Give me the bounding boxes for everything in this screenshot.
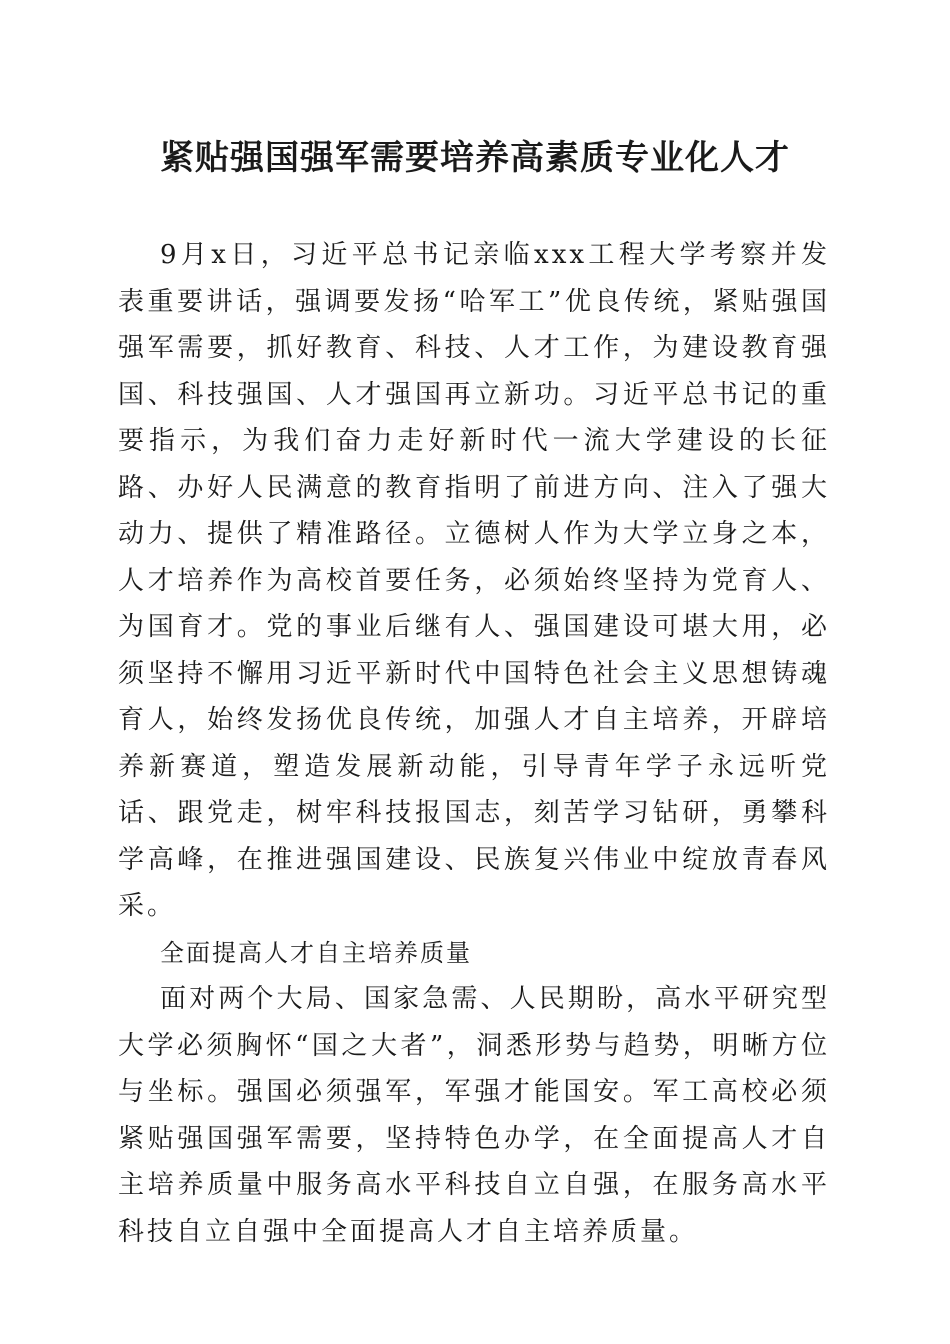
section-heading: 全面提高人才自主培养质量 [160, 938, 472, 967]
document-title: 紧贴强国强军需要培养高素质专业化人才 [160, 138, 790, 178]
body-paragraph: 9月x日，习近平总书记亲临xxx工程大学考察并发表重要讲话，强调要发扬“哈军工”优良传统，紧贴强国强军需要，抓好教育、科技、人才工作，为建设教育强国、科技强国、人才强国再立新功。习近平总书记的重要指示，为我们奋力走好新时代一流大学建设的长征路、办好人民满意的教育指明了前进方向、注入了强大动力、提供了精准路径。立德树人作为大学立身之本，人才培养作为高校首要任务，必须始终坚持为党育人、为国育才。党的事业后继有人、强国建设可堪大用，必须坚持不懈用习近平新时代中国特色社会主义思想铸魂育人，始终发扬优良传统，加强人才自主培养，开辟培养新赛道，塑造发展新动能，引导青年学子永远听党话、跟党走，树牢科技报国志，刻苦学习钻研，勇攀科学高峰，在推进强国建设、民族复兴伟业中绽放青春风采。 [118, 240, 830, 921]
document-body [118, 232, 830, 1255]
body-paragraph: 面对两个大局、国家急需、人民期盼，高水平研究型大学必须胸怀“国之大者”，洞悉形势与趋势，明晰方位与坐标。强国必须强军，军强才能国安。军工高校必须紧贴强国强军需要，坚持特色办学，在全面提高人才自主培养质量中服务高水平科技自立自强，在服务高水平科技自立自强中全面提高人才自主培养质量。 [118, 984, 830, 1247]
